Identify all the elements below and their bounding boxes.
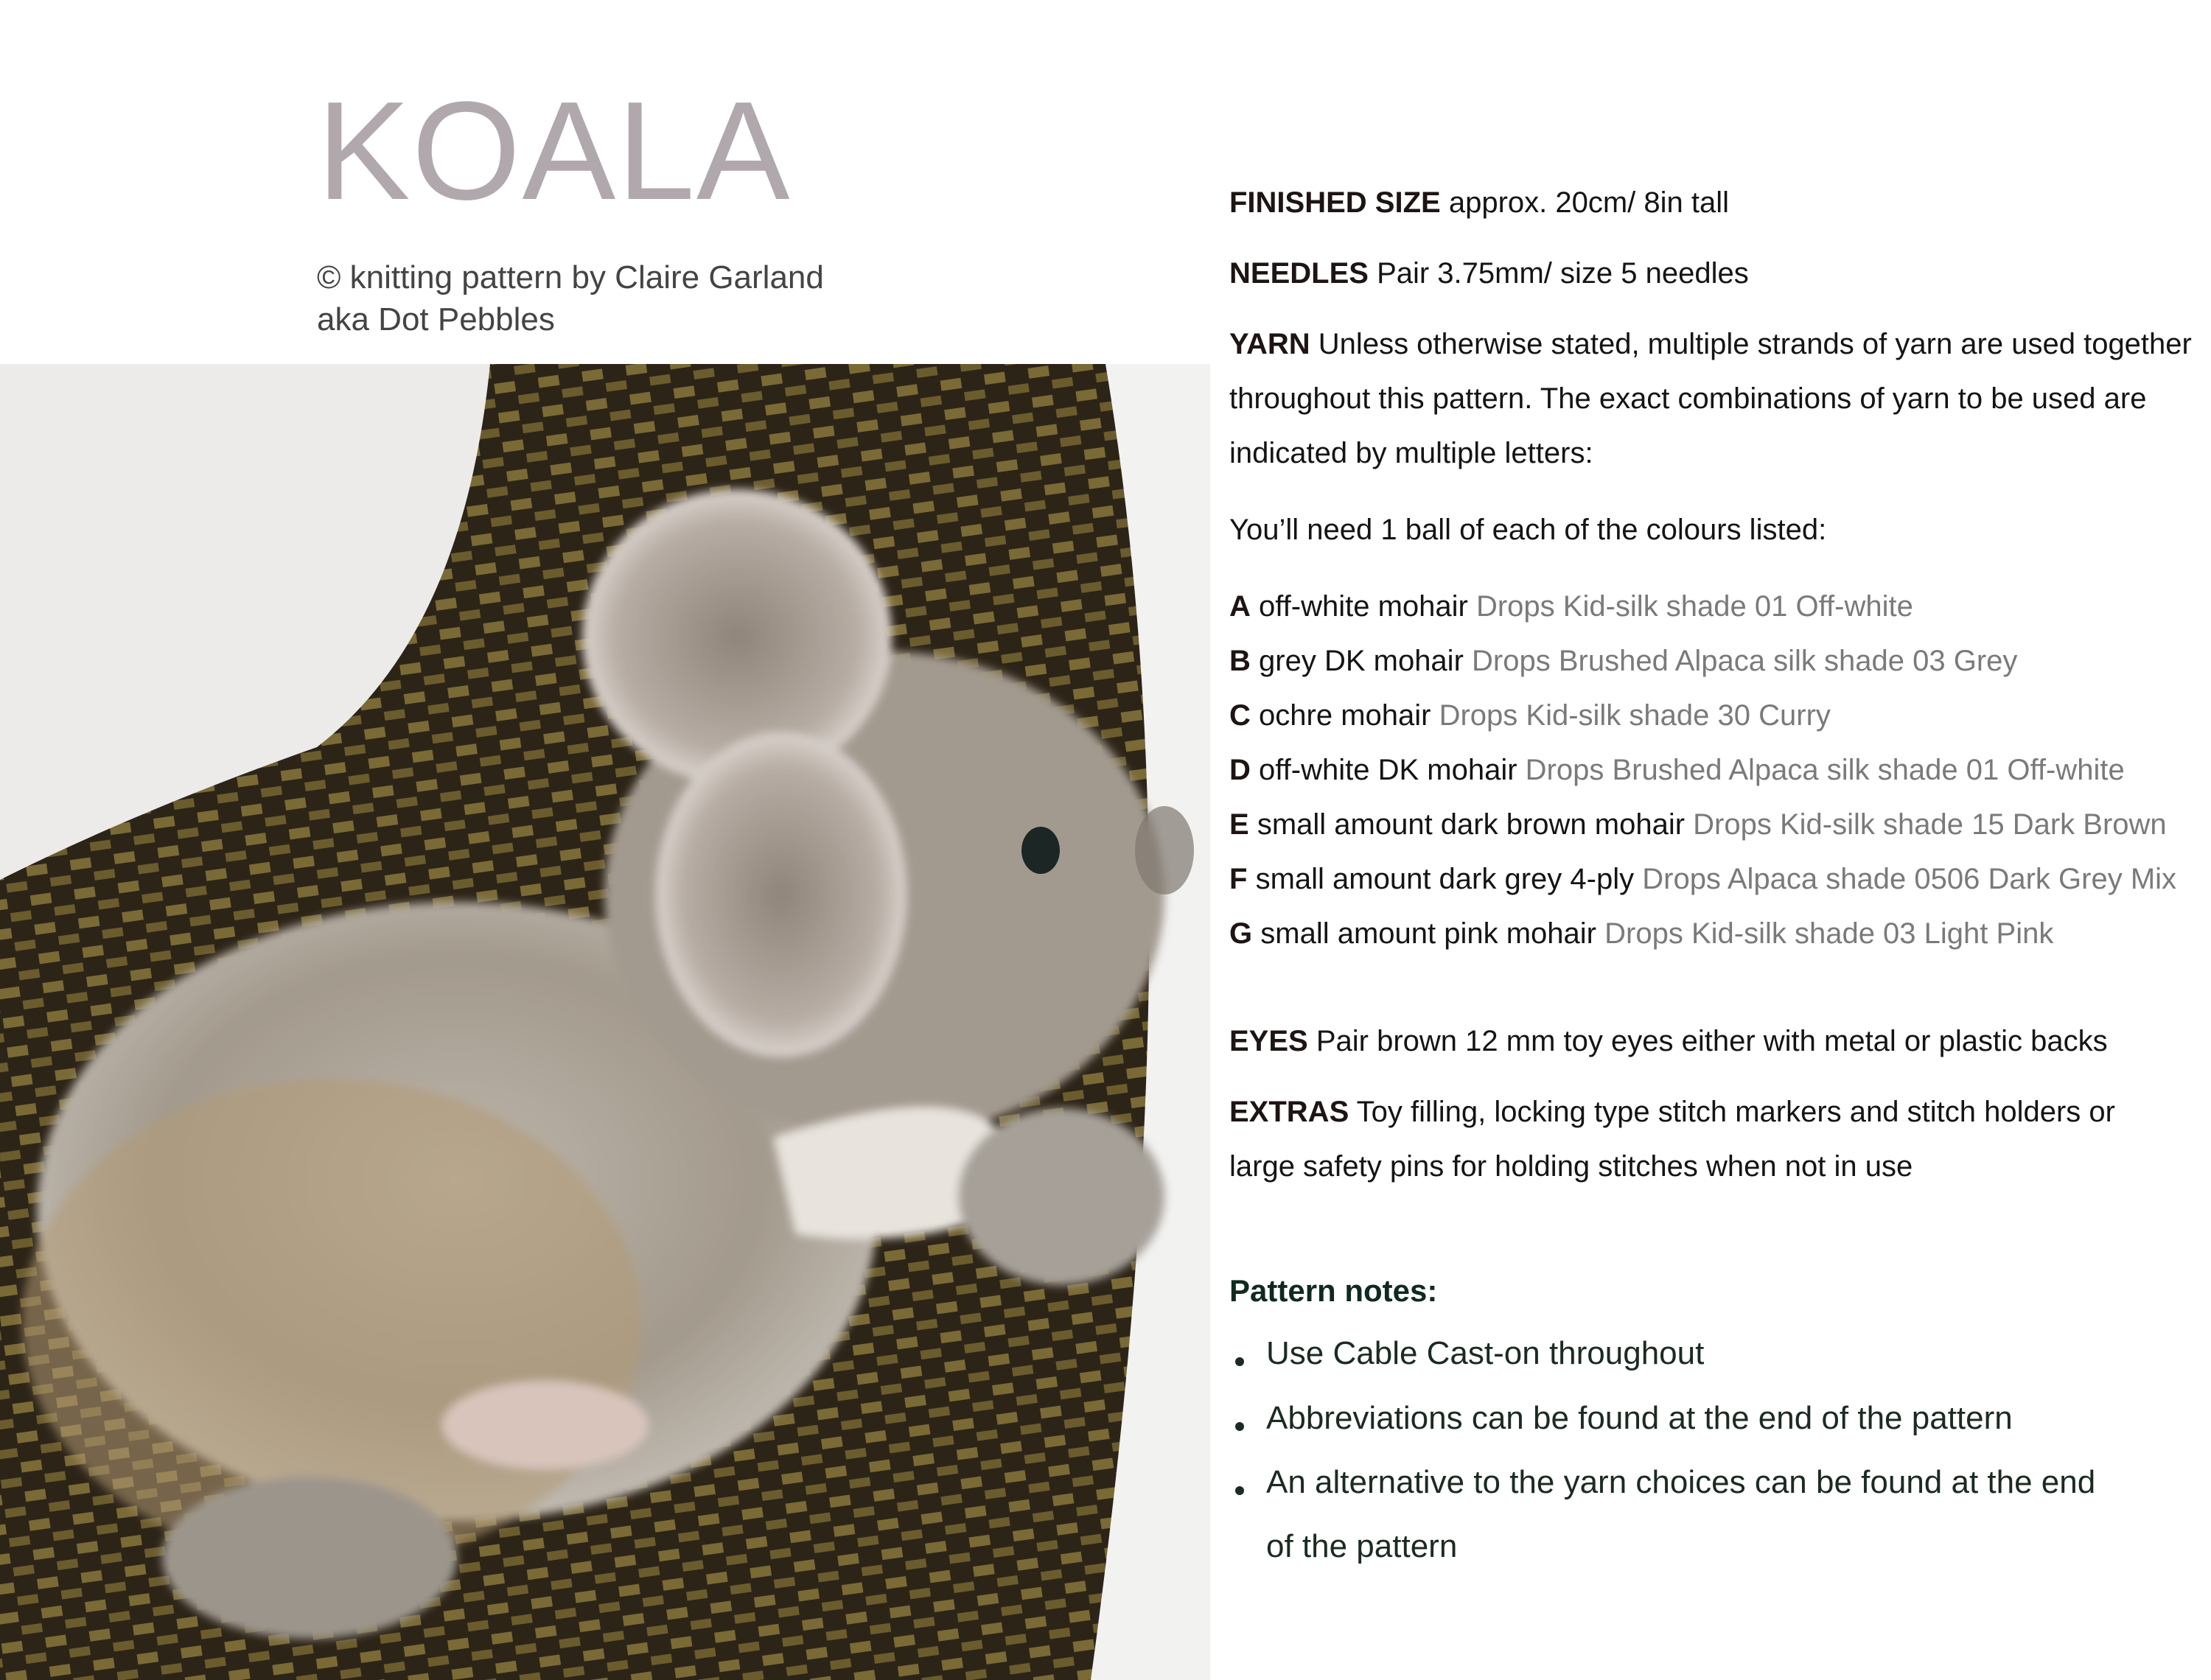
yarn-line-3: indicated by multiple letters:	[1229, 437, 1593, 469]
koala-photo	[0, 364, 1210, 1680]
colour-brand: Drops Kid-silk shade 30 Curry	[1439, 699, 1831, 732]
colour-item	[1229, 743, 2195, 797]
koala-eye	[1021, 827, 1060, 874]
colour-desc: small amount pink mohair	[1260, 917, 1596, 950]
finished-size-value: approx. 20cm/ 8in tall	[1448, 186, 1730, 219]
spec-yarn	[1229, 317, 2195, 480]
koala-nose	[1135, 806, 1194, 895]
eyes-label: EYES	[1229, 1025, 1308, 1057]
needles-label: NEEDLES	[1229, 257, 1369, 290]
spec-eyes	[1229, 1014, 2195, 1068]
colour-letter: G	[1229, 917, 1253, 950]
colour-list	[1229, 579, 2195, 961]
note-item: An alternative to the yarn choices can be found at the end	[1266, 1464, 2096, 1500]
spec-finished-size	[1229, 175, 2195, 230]
colour-desc: off-white DK mohair	[1259, 754, 1517, 786]
colour-desc: ochre mohair	[1259, 699, 1431, 732]
credit	[317, 256, 824, 340]
colour-item	[1229, 797, 2195, 852]
colour-brand: Drops Kid-silk shade 03 Light Pink	[1604, 917, 2054, 950]
colour-brand: Drops Kid-silk shade 15 Dark Brown	[1693, 808, 2167, 841]
eyes-value: Pair brown 12 mm toy eyes either with metal or plastic backs	[1316, 1025, 2108, 1057]
page-title: KOALA	[317, 73, 792, 229]
koala-illustration	[0, 364, 1210, 1680]
colour-desc: grey DK mohair	[1259, 645, 1464, 677]
note-item: Abbreviations can be found at the end of the pattern	[1266, 1400, 2013, 1436]
colours-intro	[1229, 503, 2195, 557]
extras-label: EXTRAS	[1229, 1096, 1349, 1128]
colour-item	[1229, 688, 2195, 743]
credit-line-1: © knitting pattern by Claire Garland	[317, 259, 824, 295]
colours-intro-text: You’ll need 1 ball of each of the colours listed:	[1229, 514, 1827, 546]
bullet-icon	[1235, 1422, 1244, 1431]
colour-item	[1229, 906, 2195, 961]
colour-brand: Drops Brushed Alpaca silk shade 01 Off-white	[1525, 754, 2125, 786]
note-item: Use Cable Cast-on throughout	[1266, 1335, 1705, 1371]
yarn-line-2: throughout this pattern. The exact combinations of yarn to be used are	[1229, 382, 2147, 415]
credit-line-2: aka Dot Pebbles	[317, 301, 555, 337]
yarn-label: YARN	[1229, 328, 1310, 360]
extras-line-2: large safety pins for holding stitches when not in use	[1229, 1150, 1913, 1183]
spec-extras	[1229, 1085, 2195, 1194]
colour-brand: Drops Brushed Alpaca silk shade 03 Grey	[1472, 645, 2018, 677]
colour-desc: small amount dark grey 4-ply	[1255, 863, 1635, 895]
pattern-notes-title: Pattern notes:	[1229, 1273, 1438, 1308]
colour-desc: off-white mohair	[1259, 590, 1468, 623]
colour-brand: Drops Alpaca shade 0506 Dark Grey Mix	[1642, 863, 2177, 895]
extras-line-1: Toy filling, locking type stitch markers and stitch holders or	[1356, 1096, 2115, 1128]
bullet-icon	[1235, 1486, 1244, 1495]
colour-item	[1229, 579, 2195, 634]
finished-size-label: FINISHED SIZE	[1229, 186, 1441, 219]
colour-brand: Drops Kid-silk shade 01 Off-white	[1475, 590, 1913, 623]
colour-item	[1229, 852, 2195, 906]
note-item-continued: of the pattern	[1266, 1528, 1458, 1564]
spec-needles	[1229, 246, 2195, 301]
colour-letter: C	[1229, 699, 1251, 732]
colour-letter: E	[1229, 808, 1249, 841]
colour-letter: D	[1229, 754, 1251, 786]
colour-letter: F	[1229, 863, 1248, 895]
colour-item	[1229, 634, 2195, 688]
colour-letter: A	[1229, 590, 1251, 623]
needles-value: Pair 3.75mm/ size 5 needles	[1377, 257, 1749, 290]
colour-desc: small amount dark brown mohair	[1257, 808, 1686, 841]
yarn-line-1: Unless otherwise stated, multiple strands of yarn are used together	[1318, 328, 2192, 360]
pattern-notes	[1229, 1273, 2195, 1309]
colour-letter: B	[1229, 645, 1251, 677]
bullet-icon	[1235, 1357, 1244, 1366]
